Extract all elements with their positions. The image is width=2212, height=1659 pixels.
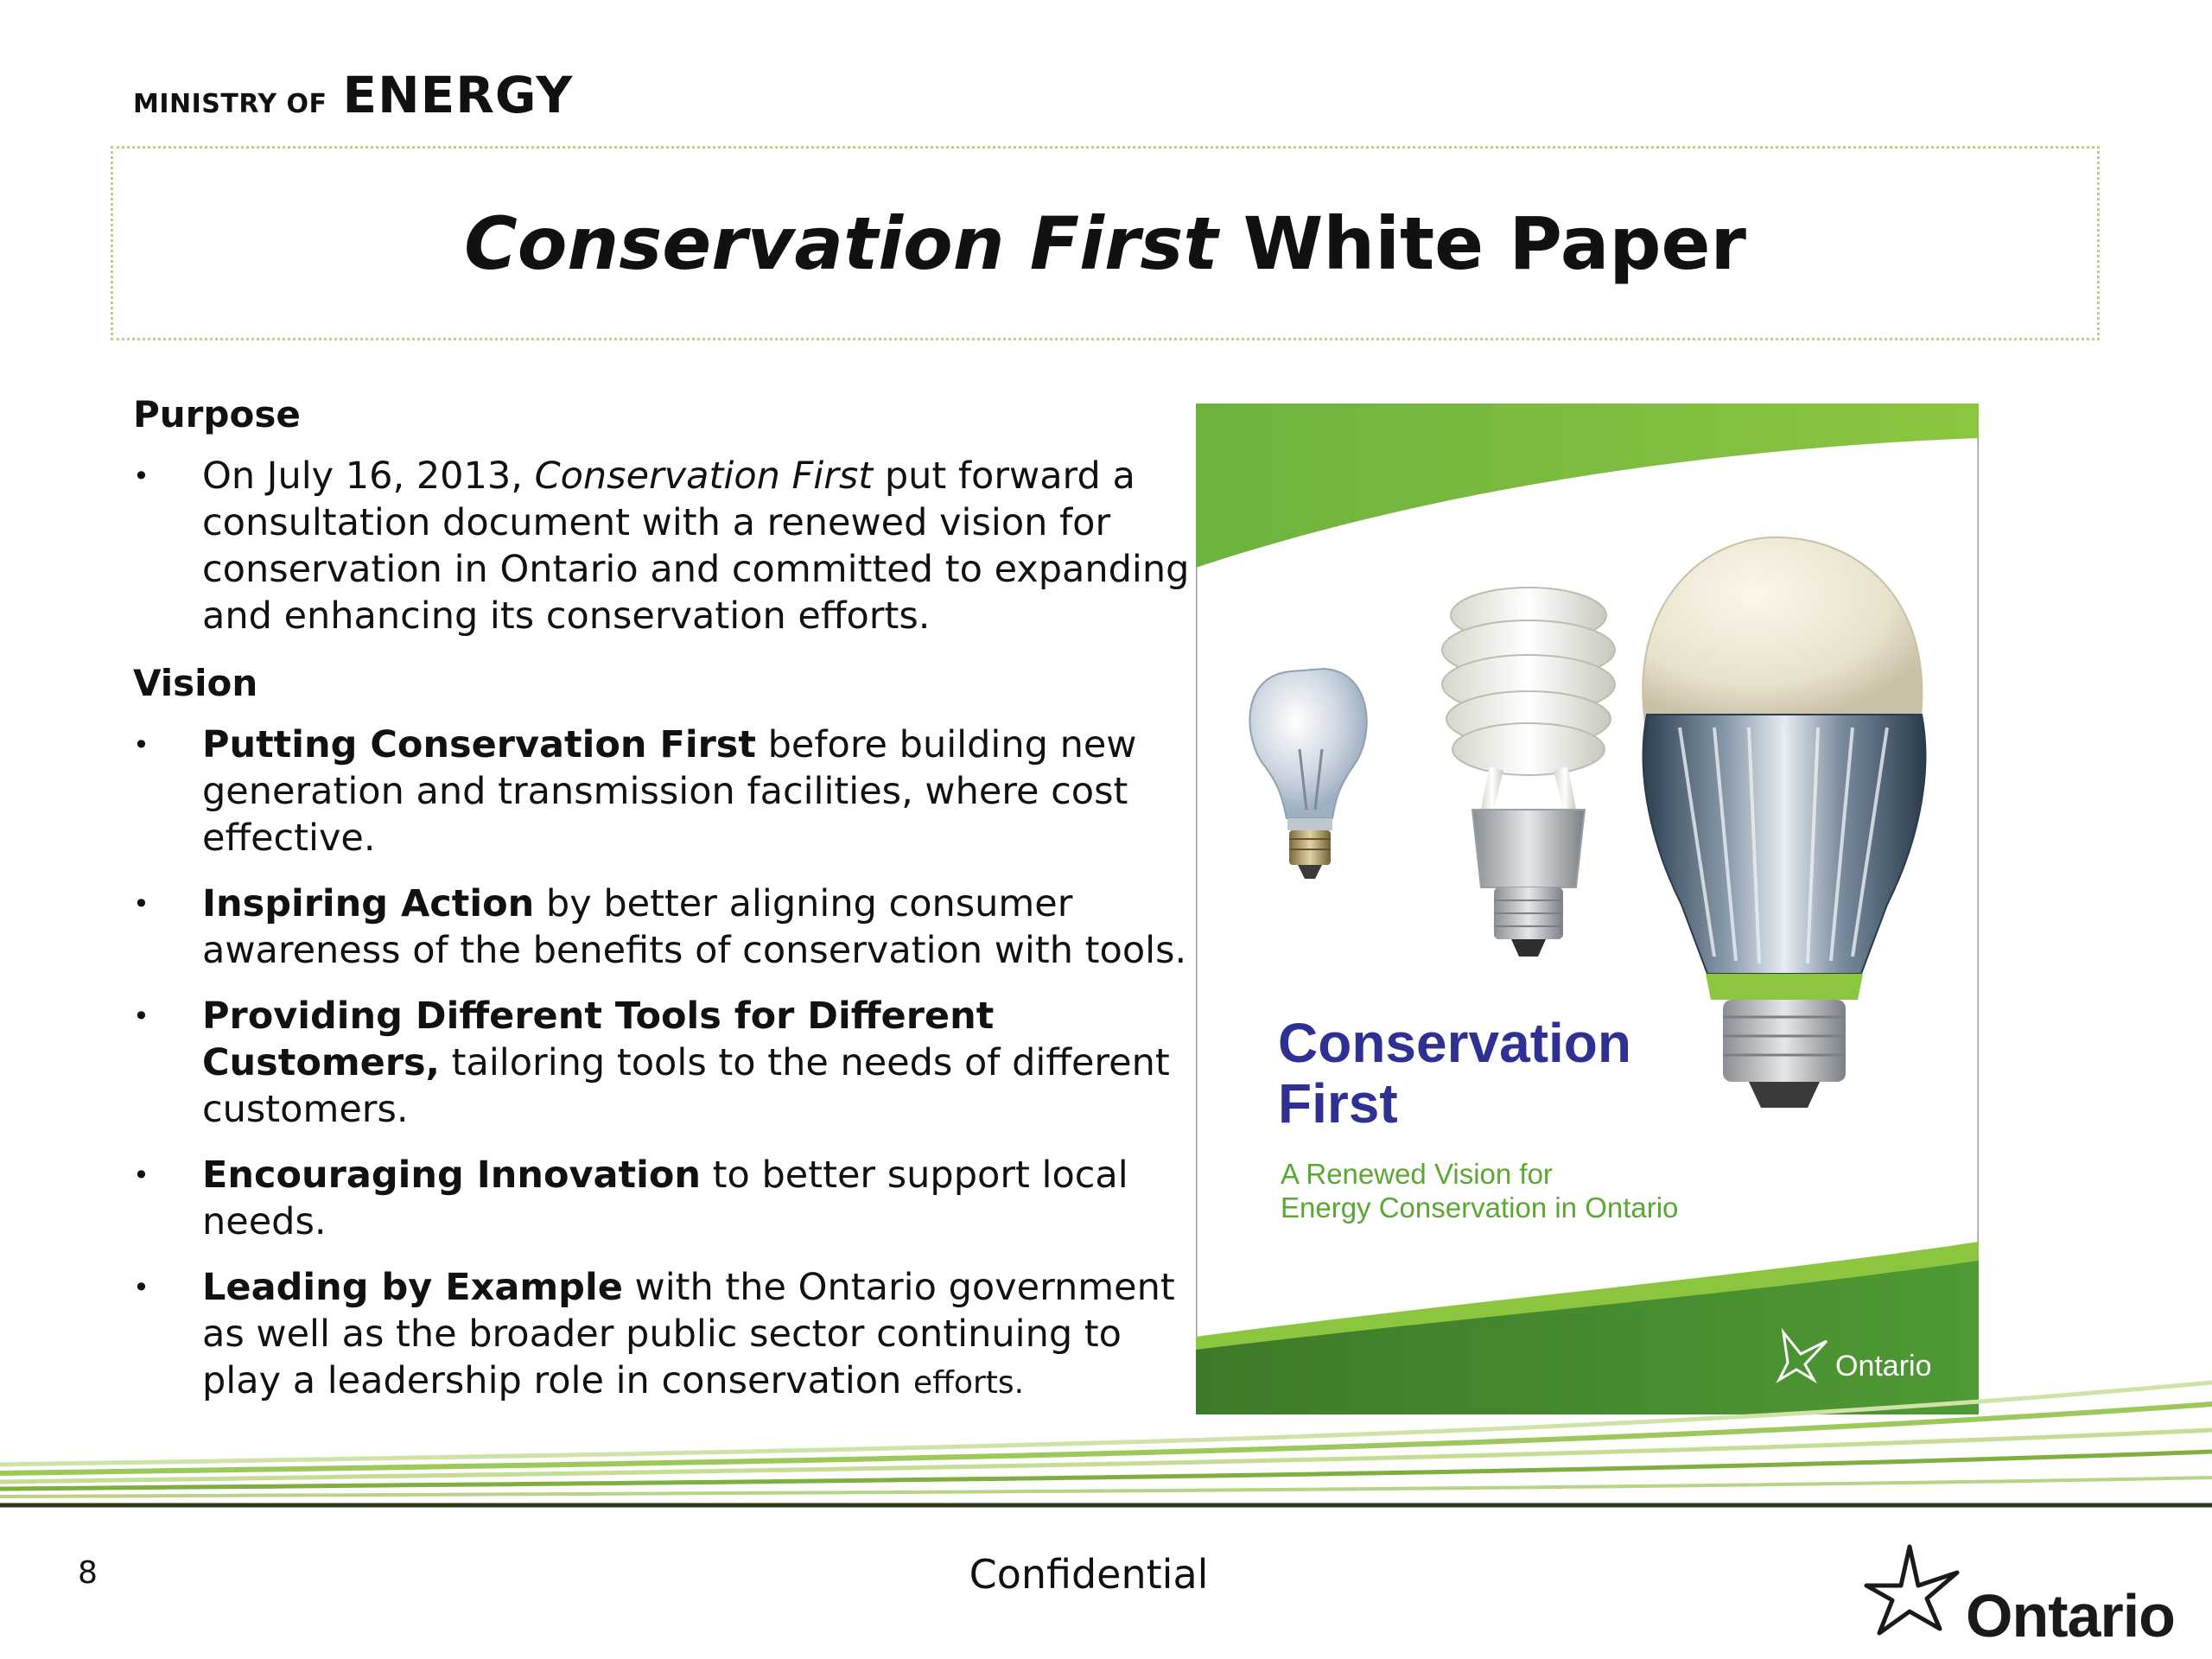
vision-bullet (133, 993, 1192, 1133)
bullet-text: by better aligning consumer awareness of the benefits of conservation with tools. (202, 882, 1187, 972)
bullet-text-small: efforts. (913, 1365, 1025, 1401)
bullet-text: to better support local needs. (202, 1154, 1128, 1243)
page-number: 8 (78, 1555, 98, 1591)
bullet-bold: Inspiring Action (202, 882, 535, 925)
vision-bullet (133, 1152, 1192, 1245)
ministry-name: ENERGY (342, 66, 574, 124)
bullet-bold: Putting Conservation First (202, 723, 756, 766)
bullet-text: before building new generation and transmission facilities, where cost effective. (202, 723, 1137, 860)
content-column (133, 393, 1192, 1429)
bullet-italic: Conservation First (534, 454, 874, 498)
confidential-label: Confidential (969, 1551, 1209, 1598)
cover-logo-text: Ontario (1835, 1350, 1932, 1382)
purpose-heading: Purpose (133, 393, 301, 435)
vision-bullet (133, 880, 1192, 974)
vision-bullet (133, 721, 1192, 861)
bullet-text: put forward a consultation document with a renewed vision for conservation in Ontario and committed to expanding and enhancing its conservation efforts. (202, 454, 1190, 638)
cover-subtitle-line1: A Renewed Vision for (1281, 1158, 1553, 1190)
cover-image (1196, 404, 1979, 1414)
bullet-bold: Leading by Example (202, 1266, 623, 1309)
bullet-bold: Encouraging Innovation (202, 1154, 701, 1197)
ministry-header (133, 66, 573, 124)
purpose-bullet (133, 453, 1192, 639)
bullet-text: tailoring tools to the needs of different customers. (202, 1041, 1170, 1131)
vision-list (133, 721, 1192, 1407)
ontario-logo-text: Ontario (1966, 1582, 2175, 1649)
title-box (111, 146, 2100, 340)
purpose-list (133, 453, 1192, 639)
bullet-bold: Providing Different Tools for Different Customers, (202, 995, 995, 1084)
cover-title-line2: First (1278, 1072, 1398, 1135)
bullet-text: On July 16, 2013, (202, 454, 535, 498)
cover-title-line1: Conservation (1278, 1012, 1631, 1074)
cover-subtitle-line2: Energy Conservation in Ontario (1281, 1192, 1679, 1224)
title-italic: Conservation First (464, 200, 1218, 286)
page-title (464, 201, 1746, 286)
bullet-text: with the Ontario government as well as the broader public sector continuing to play a leadership role in conservation (202, 1266, 1175, 1402)
ministry-of-label: MINISTRY OF (133, 89, 327, 119)
title-regular: White Paper (1217, 200, 1746, 286)
vision-heading: Vision (133, 662, 258, 704)
decorative-lines (0, 1348, 2212, 1521)
